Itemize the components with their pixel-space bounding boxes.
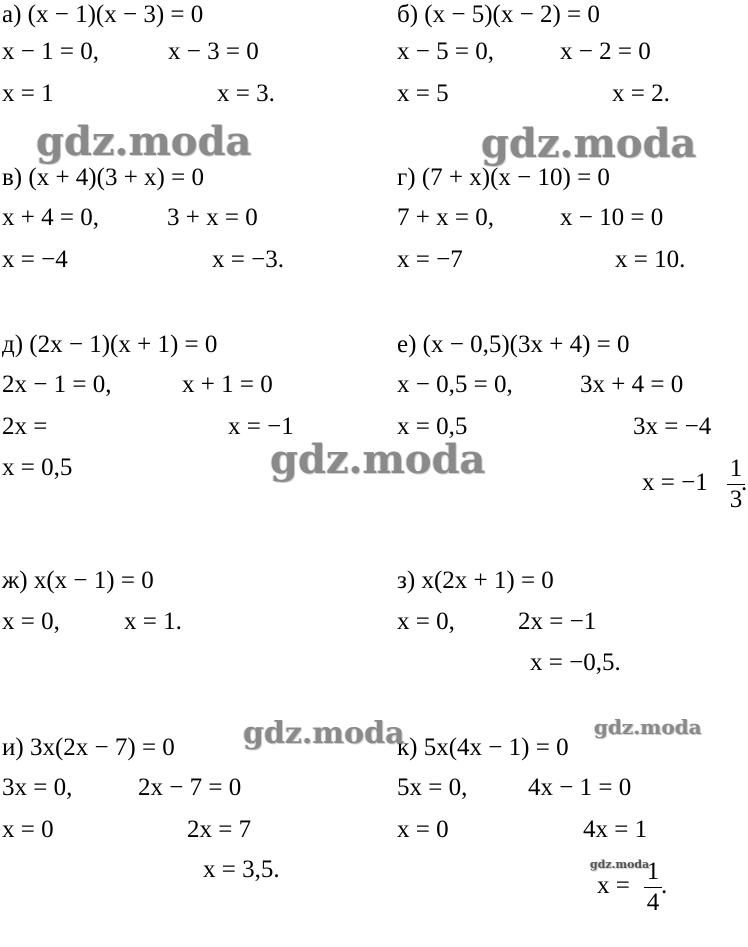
problem-k-step-4x: 4x = 1 bbox=[583, 816, 648, 843]
problem-d-step-left: 2x − 1 = 0, bbox=[2, 371, 112, 398]
problem-a-step-left: x − 1 = 0, bbox=[2, 38, 99, 65]
problem-g-equation: г) (7 + x)(x − 10) = 0 bbox=[397, 164, 610, 191]
problem-v-step-left: x + 4 = 0, bbox=[2, 204, 99, 231]
problem-zh-root-1: x = 0, bbox=[2, 608, 60, 635]
problem-e-step-right: 3x + 4 = 0 bbox=[580, 371, 684, 398]
problem-z-root-1: x = 0, bbox=[397, 608, 455, 635]
problem-a-equation: а) (x − 1)(x − 3) = 0 bbox=[2, 1, 204, 28]
problem-i-root-1: x = 0 bbox=[2, 816, 54, 843]
problem-v-step-right: 3 + x = 0 bbox=[167, 204, 258, 231]
problem-e-root-1: x = 0,5 bbox=[397, 413, 468, 440]
problem-b-equation: б) (x − 5)(x − 2) = 0 bbox=[397, 1, 600, 28]
problem-z-root-2: x = −0,5. bbox=[530, 649, 621, 676]
problem-d-equation: д) (2x − 1)(x + 1) = 0 bbox=[2, 331, 218, 358]
problem-e-root-2: x = −1 bbox=[642, 469, 708, 496]
problem-k-fraction-denominator: 4 bbox=[646, 889, 660, 916]
watermark: gdz.moda bbox=[594, 715, 702, 739]
problem-g-root-1: x = −7 bbox=[397, 246, 463, 273]
problem-v-root-1: x = −4 bbox=[2, 246, 68, 273]
problem-a-step-right: x − 3 = 0 bbox=[168, 38, 259, 65]
problem-g-step-left: 7 + x = 0, bbox=[397, 204, 494, 231]
problem-i-step-2x: 2x = 7 bbox=[187, 816, 252, 843]
problem-e-fraction-numerator: 1 bbox=[729, 455, 743, 482]
watermark: gdz.moda bbox=[590, 858, 650, 871]
problem-b-root-1: x = 5 bbox=[397, 80, 449, 107]
problem-z-equation: з) x(2x + 1) = 0 bbox=[397, 567, 554, 594]
problem-e-step-3x: 3x = −4 bbox=[633, 413, 712, 440]
problem-e-equation: е) (x − 0,5)(3x + 4) = 0 bbox=[397, 331, 630, 358]
problem-d-step-right: x + 1 = 0 bbox=[182, 371, 273, 398]
watermark: gdz.moda bbox=[243, 716, 405, 751]
problem-b-step-left: x − 5 = 0, bbox=[397, 38, 494, 65]
problem-a-root-1: x = 1 bbox=[2, 80, 54, 107]
problem-k-root-2: x = bbox=[597, 872, 630, 899]
problem-zh-equation: ж) x(x − 1) = 0 bbox=[2, 567, 154, 594]
watermark: gdz.moda bbox=[481, 120, 697, 167]
problem-b-root-2: x = 2. bbox=[612, 80, 670, 107]
problem-a-root-2: x = 3. bbox=[217, 80, 275, 107]
problem-k-period: . bbox=[661, 872, 668, 899]
problem-d-partial: 2x = bbox=[2, 413, 48, 440]
problem-g-root-2: x = 10. bbox=[615, 246, 686, 273]
problem-i-step-left: 3x = 0, bbox=[2, 774, 73, 801]
problem-e-step-left: x − 0,5 = 0, bbox=[397, 371, 513, 398]
problem-k-root-1: x = 0 bbox=[397, 816, 449, 843]
problem-i-equation: и) 3x(2x − 7) = 0 bbox=[2, 734, 175, 761]
problem-e-period: . bbox=[741, 469, 748, 496]
problem-k-step-right: 4x − 1 = 0 bbox=[528, 774, 632, 801]
problem-e-fraction-denominator: 3 bbox=[729, 486, 743, 513]
problem-k-step-left: 5x = 0, bbox=[397, 774, 468, 801]
problem-i-step-right: 2x − 7 = 0 bbox=[138, 774, 242, 801]
problem-zh-root-2: x = 1. bbox=[124, 608, 182, 635]
problem-z-step: 2x = −1 bbox=[518, 608, 597, 635]
problem-v-equation: в) (x + 4)(3 + x) = 0 bbox=[2, 164, 204, 191]
problem-d-root-1: x = 0,5 bbox=[2, 454, 73, 481]
problem-k-fraction-bar bbox=[644, 887, 662, 888]
problem-v-root-2: x = −3. bbox=[212, 246, 284, 273]
problem-d-root-2: x = −1 bbox=[228, 413, 294, 440]
problem-i-root-2: x = 3,5. bbox=[203, 856, 280, 883]
problem-k-equation: к) 5x(4x − 1) = 0 bbox=[397, 734, 569, 761]
problem-g-step-right: x − 10 = 0 bbox=[560, 204, 664, 231]
watermark: gdz.moda bbox=[36, 118, 252, 165]
watermark: gdz.moda bbox=[270, 436, 486, 483]
problem-b-step-right: x − 2 = 0 bbox=[560, 38, 651, 65]
problem-k-fraction-numerator: 1 bbox=[646, 858, 660, 885]
